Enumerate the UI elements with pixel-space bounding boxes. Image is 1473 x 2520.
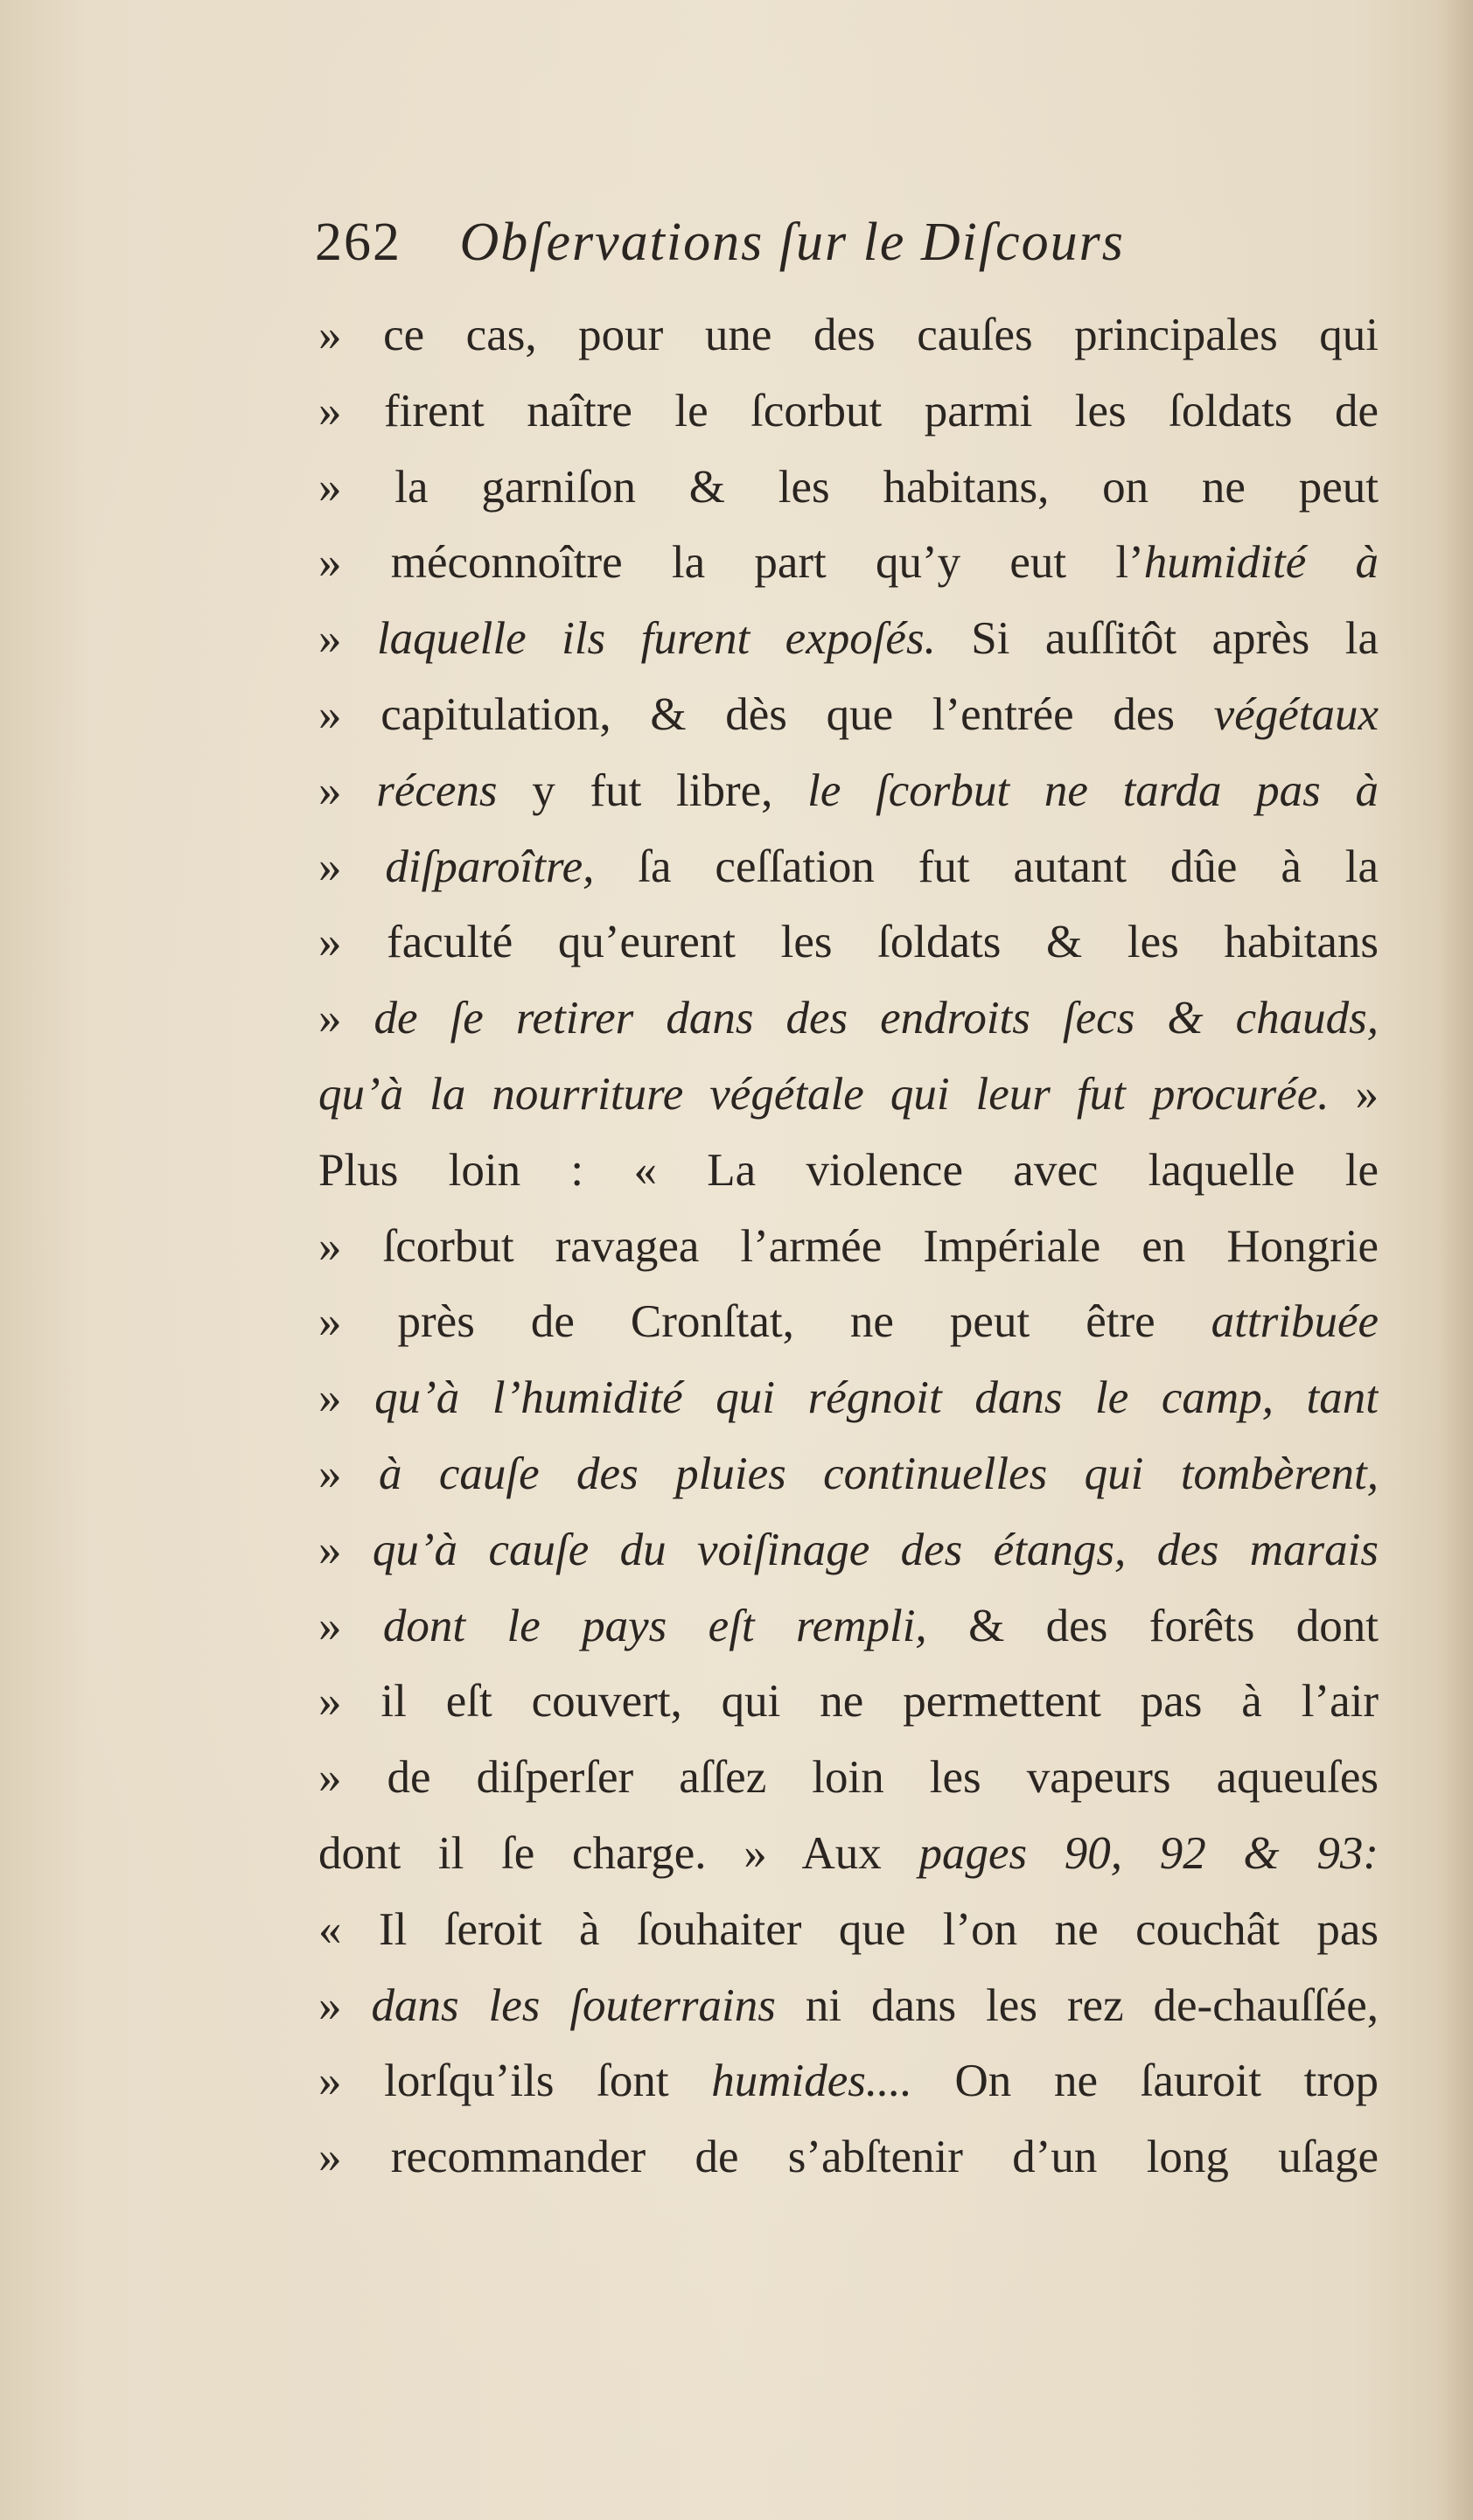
text-line (318, 1968, 1379, 2044)
body-text (318, 297, 1379, 2195)
roman-text: » (318, 1448, 379, 1499)
text-line (318, 601, 1379, 677)
roman-text: » de diſperſer aſſez loin les vapeurs aqueuſes (318, 1752, 1379, 1804)
text-line (318, 1512, 1379, 1588)
page-number: 262 (315, 213, 401, 272)
running-title: Obſervations ſur le Diſcours (459, 213, 1125, 272)
text-line (318, 525, 1379, 601)
roman-text: dont il ſe charge. » Aux (318, 1827, 919, 1879)
roman-text: « Il ſeroit à ſouhaiter que l’on ne couchât pas (318, 1903, 1379, 1955)
roman-text: » capitulation, & dès que l’entrée des (318, 688, 1214, 740)
roman-text: Si auſſitôt après la (935, 613, 1379, 665)
italic-text: humides.... (711, 2056, 912, 2107)
roman-text: » méconnoître la part qu’y eut l’ (318, 537, 1144, 589)
roman-text: » ſcorbut ravagea l’armée Impériale en Hongrie (318, 1220, 1379, 1272)
roman-text: » (1329, 1068, 1379, 1120)
roman-text: » firent naître le ſcorbut parmi les ſoldats de (318, 385, 1379, 436)
italic-text: récens (376, 764, 498, 816)
page-header (315, 203, 1225, 282)
roman-text: » la garniſon & les habitans, on ne peut (318, 461, 1379, 513)
roman-text: On ne ſauroit trop (911, 2056, 1379, 2107)
text-line (318, 297, 1379, 373)
roman-text: » lorſqu’ils ſont (318, 2056, 712, 2107)
italic-text: de ſe retirer dans des endroits ſecs & chauds, (373, 993, 1379, 1044)
text-line (318, 2043, 1379, 2119)
roman-text: » (318, 613, 377, 665)
text-line (318, 829, 1379, 905)
italic-text: le ſcorbut ne tarda pas à (807, 764, 1379, 816)
roman-text: » (318, 1372, 375, 1424)
roman-text: » recommander de s’abſtenir d’un long uſage (318, 2132, 1379, 2183)
italic-text: attribuée (1211, 1296, 1379, 1348)
roman-text: Plus loin : « La violence avec laquelle le (318, 1144, 1379, 1196)
text-line (318, 904, 1379, 981)
text-line (318, 981, 1379, 1057)
roman-text: » ce cas, pour une des cauſes principales qui (318, 310, 1379, 360)
text-line (318, 677, 1379, 753)
text-line (318, 450, 1379, 526)
text-line (318, 1209, 1379, 1285)
roman-text: & des forêts dont (926, 1600, 1379, 1651)
roman-text: » (318, 764, 377, 816)
roman-text: » faculté qu’eurent les ſoldats & les habitans (318, 917, 1379, 968)
roman-text: » (318, 1979, 372, 2031)
text-line (318, 373, 1379, 450)
text-line (318, 753, 1379, 829)
roman-text: » (318, 993, 374, 1044)
roman-text: » près de Cronſtat, ne peut être (318, 1296, 1211, 1348)
italic-text: diſparoître, (385, 841, 595, 892)
italic-text: laquelle ils furent expoſés. (376, 613, 936, 665)
roman-text: » (318, 1524, 373, 1575)
text-line (318, 1740, 1379, 1816)
page-edge-shadow (1438, 0, 1473, 2520)
text-line (318, 1892, 1379, 1968)
text-line (318, 1588, 1379, 1665)
italic-text: qu’à la nourriture végétale qui leur fut procurée. (318, 1068, 1330, 1120)
text-line (318, 1284, 1379, 1360)
italic-text: végétaux (1213, 688, 1379, 740)
italic-text: qu’à l’humidité qui régnoit dans le camp, tant (374, 1372, 1379, 1424)
roman-text: ſa ceſſation fut autant dûe à la (594, 841, 1379, 892)
text-line (318, 1360, 1379, 1436)
italic-text: dans les ſouterrains (371, 1979, 776, 2031)
roman-text: » (318, 1600, 383, 1651)
italic-text: pages 90, 92 & 93: (918, 1827, 1379, 1879)
italic-text: qu’à cauſe du voiſinage des étangs, des marais (372, 1524, 1379, 1575)
roman-text: y fut libre, (497, 764, 808, 816)
text-line (318, 1133, 1379, 1209)
roman-text: » il eſt couvert, qui ne permettent pas à l’air (318, 1676, 1379, 1728)
roman-text: ni dans les rez de-chauſſée, (775, 1979, 1379, 2031)
roman-text: » (318, 841, 386, 892)
text-line (318, 1057, 1379, 1133)
text-line (318, 1664, 1379, 1740)
italic-text: humidité à (1143, 537, 1379, 589)
text-line (318, 1436, 1379, 1512)
italic-text: à cauſe des pluies continuelles qui tombèrent, (378, 1448, 1379, 1499)
text-line (318, 2119, 1379, 2195)
italic-text: dont le pays eſt rempli, (382, 1600, 927, 1651)
text-line (318, 1816, 1379, 1892)
